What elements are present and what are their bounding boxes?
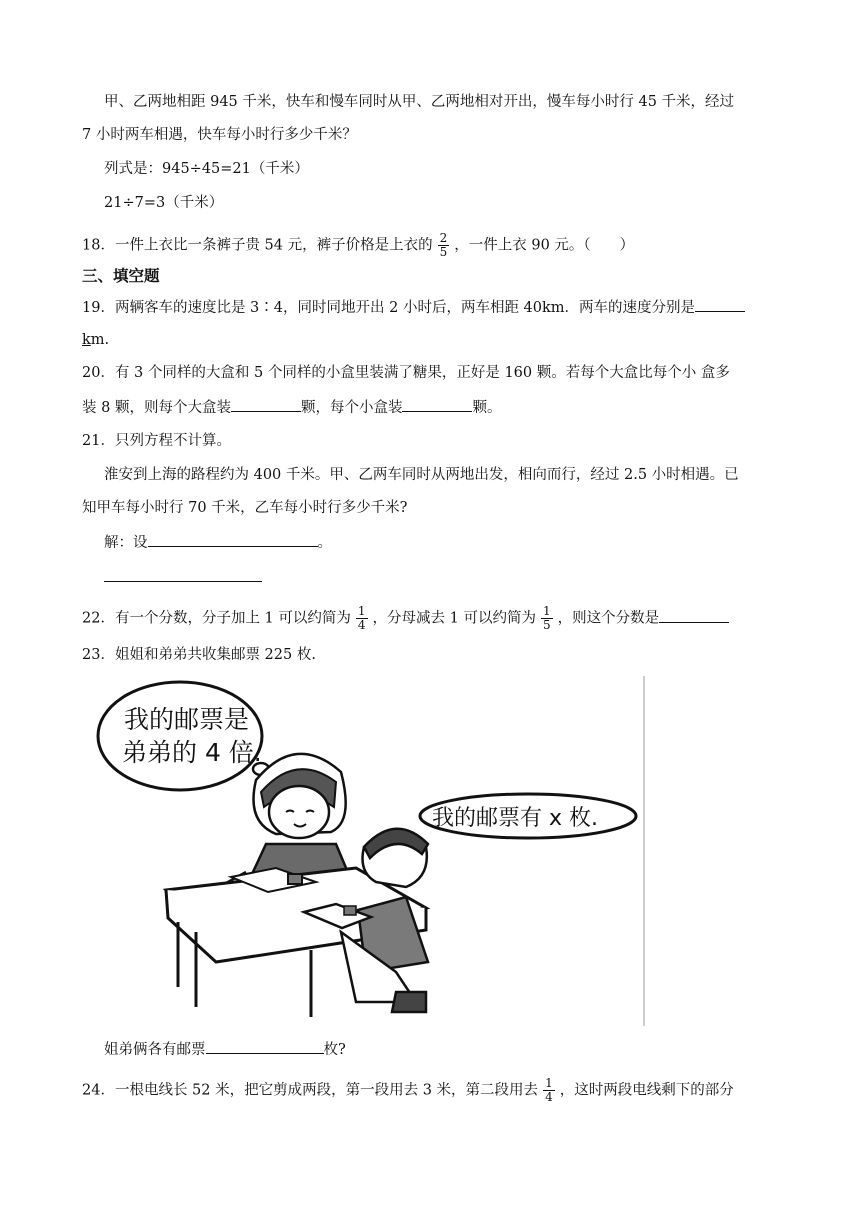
thought-bubble	[98, 682, 262, 790]
answer-blank-let[interactable]	[148, 532, 318, 547]
q17-line2: 7 小时两车相遇，快车每小时行多少千米？	[82, 127, 357, 143]
answer-blank-fraction[interactable]	[659, 608, 729, 623]
q20-line2	[82, 397, 501, 418]
unit-rest: m.	[90, 332, 110, 348]
q18	[82, 232, 634, 259]
bubble2-text: 我的邮票有 x 枚.	[432, 806, 598, 831]
q21-solve-label: 解：设	[104, 535, 148, 551]
fraction-denominator: 4	[545, 1090, 553, 1104]
q21-solve-end: 。	[317, 535, 332, 551]
q22-text-c: ，则这个分数是	[557, 610, 660, 627]
fraction-denominator: 5	[439, 245, 448, 259]
girl-figure	[228, 754, 366, 887]
q17-work2: 21÷7=3（千米）	[104, 195, 224, 211]
q21-title: 21．只列方程不计算。	[82, 433, 231, 449]
q20-text-c: 颗。	[472, 400, 502, 416]
q22-text-b: ，分母减去 1 可以约简为	[372, 610, 536, 627]
q18-text-end: ，一件上衣 90 元。（ ）	[454, 237, 635, 254]
answer-line-equation[interactable]	[104, 581, 262, 582]
q17-work1: 列式是：945÷45=21（千米）	[104, 161, 309, 177]
q23-question	[104, 1039, 346, 1060]
answer-blank-stamps[interactable]	[206, 1039, 324, 1054]
bubble1-line2: 弟弟的 4 倍.	[122, 738, 262, 767]
section-title: 三、填空题	[82, 267, 160, 285]
q24-text-b: ，这时两段电线剩下的部分	[559, 1082, 734, 1099]
q18-text: 18．一件上衣比一条裤子贵 54 元，裤子价格是上衣的	[82, 237, 433, 254]
fraction-denominator: 4	[357, 618, 366, 632]
q23-question-end: 枚?	[323, 1042, 346, 1058]
fraction-numerator: 1	[543, 604, 551, 618]
fraction-1-4	[543, 1077, 555, 1104]
fraction-2-5	[438, 232, 450, 259]
fraction-1-5	[541, 605, 553, 632]
q20-line1: 20．有 3 个同样的大盒和 5 个同样的小盒里装满了糖果，正好是 160 颗。若每个大盒比每个小 盒多	[82, 365, 730, 381]
q19-line1	[82, 297, 745, 318]
q19-line2	[82, 330, 109, 350]
illustration-svg	[96, 672, 646, 1028]
bubble1-line1: 我的邮票是	[124, 705, 250, 734]
q17-line1: 甲、乙两地相距 945 千米，快车和慢车同时从甲、乙两地相对开出，慢车每小时行 45 千米，经过	[104, 94, 735, 110]
answer-blank-small-box[interactable]	[402, 397, 472, 412]
q21-solve	[104, 532, 332, 553]
q22-text-a: 22．有一个分数，分子加上 1 可以约简为	[82, 610, 351, 627]
fraction-1-4	[356, 605, 368, 632]
q22	[82, 605, 729, 632]
q19-text: 19．两辆客车的速度比是 3∶4，同时同地开出 2 小时后，两车相距 40km．两车的速度分别是	[82, 300, 696, 316]
q20-text-b: 颗，每个小盒装	[300, 400, 403, 416]
q21-line1: 淮安到上海的路程约为 400 千米。甲、乙两车同时从两地出发，相向而行，经过 2.5 小时相遇。已	[104, 467, 739, 483]
q24-text-a: 24．一根电线长 52 米，把它剪成两段，第一段用去 3 米，第二段用去	[82, 1082, 539, 1099]
fraction-denominator: 5	[543, 618, 551, 632]
unit-k: k	[82, 332, 91, 348]
answer-blank[interactable]	[695, 297, 745, 312]
q23-question-text: 姐弟俩各有邮票	[104, 1042, 206, 1058]
q21-line2: 知甲车每小时行 70 千米，乙车每小时行多少千米?	[82, 500, 408, 516]
q20-text-a: 装 8 颗，则每个大盒装	[82, 400, 231, 416]
fraction-numerator: 1	[357, 604, 366, 618]
answer-blank-big-box[interactable]	[231, 397, 301, 412]
fraction-numerator: 2	[439, 231, 448, 245]
fraction-numerator: 1	[545, 1076, 553, 1090]
stamps-illustration	[96, 672, 646, 1028]
q23-title: 23．姐姐和弟弟共收集邮票 225 枚.	[82, 647, 316, 663]
q24	[82, 1077, 734, 1104]
